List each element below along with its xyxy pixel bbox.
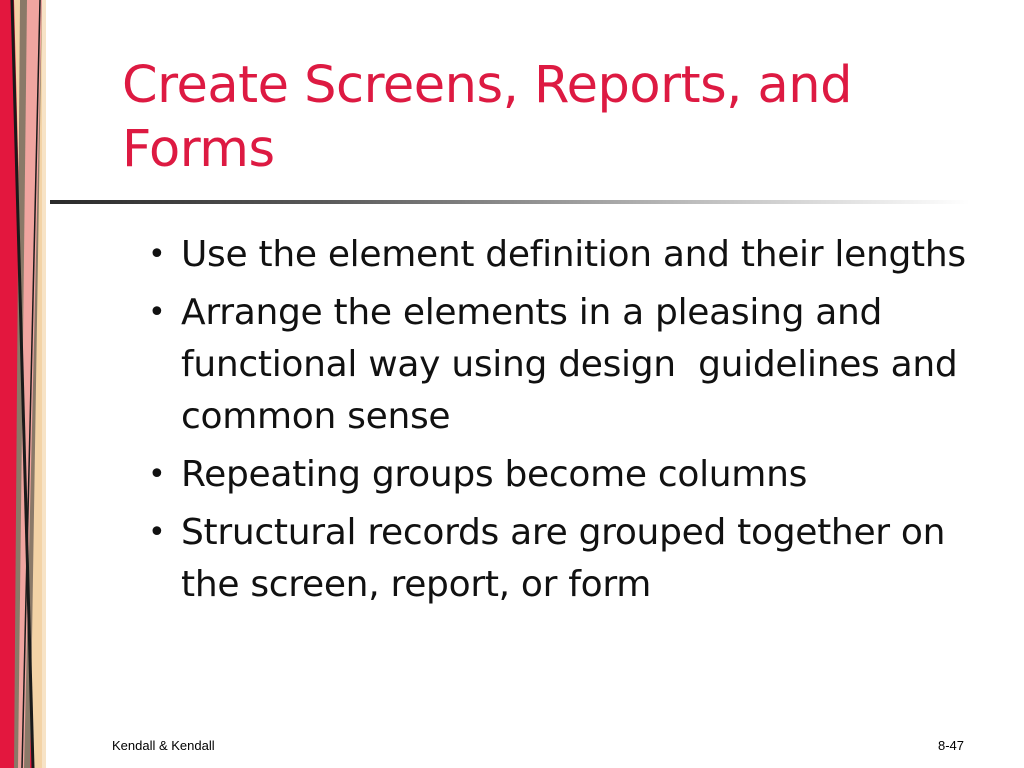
bullet-dot-icon: • [148, 457, 166, 492]
decorative-side-stripe [0, 0, 46, 768]
bullet-dot-icon: • [148, 295, 166, 330]
list-item [148, 229, 1008, 281]
footer-author: Kendall & Kendall [112, 738, 215, 753]
bullet-text: Structural records are grouped together on the screen, report, or form [181, 512, 946, 605]
title-divider [50, 200, 970, 204]
stripe-edge [42, 0, 46, 768]
slide-title: Create Screens, Reports, and Forms [122, 56, 853, 179]
list-item [148, 507, 1008, 611]
list-item [148, 287, 1008, 443]
side-stripe-graphic [0, 0, 46, 768]
footer-page-number: 8-47 [937, 738, 964, 753]
bullet-text: Repeating groups become columns [181, 454, 808, 495]
bullet-text: Arrange the elements in a pleasing and functional way using design guidelines and common sense [181, 292, 969, 437]
bullet-text: Use the element definition and their lengths [181, 234, 966, 275]
bullet-dot-icon: • [148, 237, 166, 272]
bullet-dot-icon: • [148, 515, 166, 550]
bullet-list [148, 229, 1008, 617]
list-item [148, 449, 1008, 501]
